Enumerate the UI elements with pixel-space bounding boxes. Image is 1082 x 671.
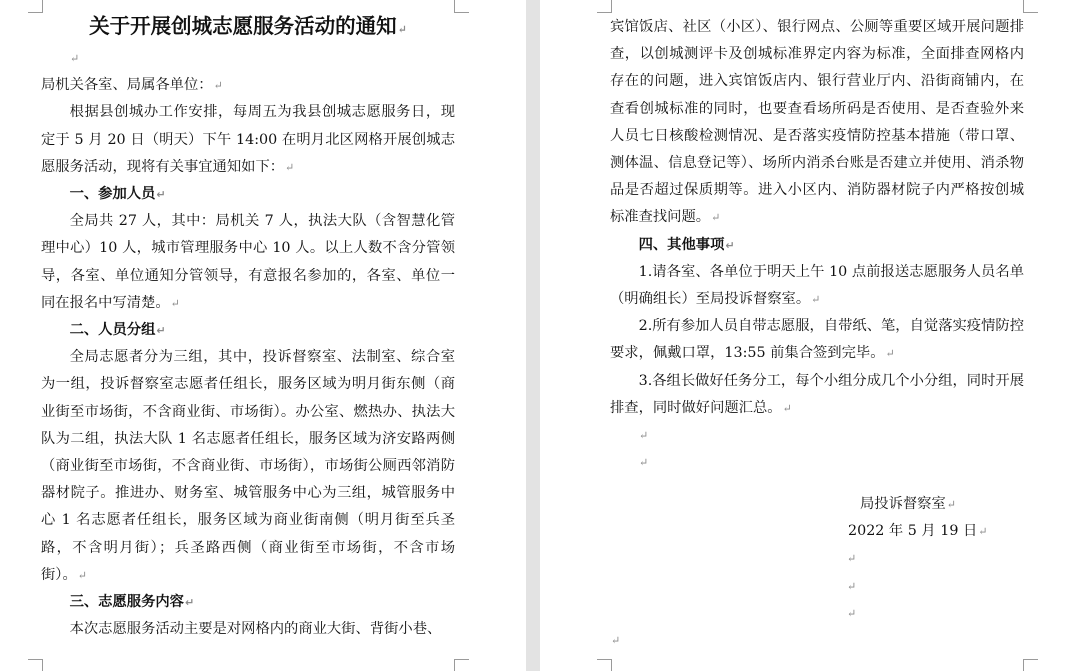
- document-title[interactable]: 关于开展创城志愿服务活动的通知↵: [89, 14, 407, 38]
- document-page-right: [540, 0, 1082, 671]
- empty-paragraph: ↵: [847, 606, 857, 620]
- page-corner-mark: [1023, 659, 1038, 671]
- empty-paragraph: ↵: [847, 552, 857, 566]
- page-corner-mark: [454, 0, 469, 13]
- signature-date: 2022 年 5 月 19 日↵: [848, 523, 988, 540]
- section-heading: 三、志愿服务内容↵: [69, 594, 195, 611]
- paragraph: 1.请各室、各单位于明天上午 10 点前报送志愿服务人员名单（明确组长）至局投诉督察室。↵: [610, 263, 1024, 308]
- section-heading: 一、参加人员↵: [69, 186, 166, 203]
- empty-paragraph: ↵: [70, 52, 80, 65]
- paragraph: 2.所有参加人员自带志愿服，自带纸、笔，自觉落实疫情防控要求，佩戴口罩，13:55 前集合签到完毕。↵: [610, 318, 1024, 362]
- paragraph: 全局志愿者分为三组，其中，投诉督察室、法制室、综合室为一组，投诉督察室志愿者任组长，服务区域为明月街东侧（商业街至市场街，不含商业街、市场街）。办公室、燃热办、执法大队为二组，执法大队 1 名志愿者任组长，服务区域为济安路两侧（商业街至市场街，不含商业街、市场街），市场街公厕西邻消防器材院子。推进办、财务室、城管服务中心为三组，城管服务中心 1 名志愿者任组长，服务区域为商业街南侧（明月街至兵圣路，不含明月街）；兵圣路西侧（商业街至市场街，不含市场街）。↵: [41, 349, 455, 583]
- empty-paragraph: ↵: [639, 429, 649, 443]
- page-corner-mark: [28, 659, 43, 671]
- section-heading: 四、其他事项↵: [638, 236, 735, 253]
- paragraph: 根据县创城办工作安排，每周五为我县创城志愿服务日，现定于 5 月 20 日（明天）下午 14:00 在明月北区网格开展创城志愿服务活动，现将有关事宜通知如下：↵: [41, 104, 455, 175]
- section-heading: 二、人员分组↵: [69, 322, 166, 339]
- page-corner-mark: [597, 0, 612, 13]
- empty-paragraph: ↵: [611, 634, 621, 648]
- paragraph: 本次志愿服务活动主要是对网格内的商业大街、背街小巷、: [69, 621, 442, 638]
- page-corner-mark: [1023, 0, 1038, 13]
- empty-paragraph: ↵: [639, 456, 649, 470]
- page-corner-mark: [454, 659, 469, 671]
- document-body-right[interactable]: [610, 14, 1024, 476]
- salutation: 局机关各室、局属各单位：↵: [41, 77, 223, 94]
- page-corner-mark: [597, 659, 612, 671]
- paragraph-continued: 宾馆饭店、社区（小区）、银行网点、公厕等重要区域开展问题排查，以创城测评卡及创城标准界定内容为标准，全面排查网格内存在的问题，进入宾馆饭店内、银行营业厅内、沿街商铺内，在查看创城标准的同时，也要查看场所码是否使用、是否查验外来人员七日核酸检测情况、是否落实疫情防控基本措施（带口罩、测体温、信息登记等）、场所内消杀台账是否建立并使用、消杀物品是否超过保质期等。进入小区内、消防器材院子内严格按创城标准查找问题。↵: [610, 19, 1024, 226]
- paragraph: 全局共 27 人，其中：局机关 7 人，执法大队（含智慧化管理中心）10 人，城市管理服务中心 10 人。以上人数不含分管领导，各室、单位通知分管领导，有意报名参加的，各室、单位一同在报名中写清楚。↵: [41, 213, 455, 311]
- document-body-left[interactable]: [41, 45, 455, 643]
- empty-paragraph: ↵: [847, 579, 857, 593]
- paragraph: 3.各组长做好任务分工，每个小组分成几个小分组，同时开展排查，同时做好问题汇总。↵: [610, 372, 1024, 416]
- signature-block[interactable]: [610, 491, 1024, 654]
- document-page-left: [0, 0, 526, 671]
- signature-org: 局投诉督察室↵: [860, 496, 956, 512]
